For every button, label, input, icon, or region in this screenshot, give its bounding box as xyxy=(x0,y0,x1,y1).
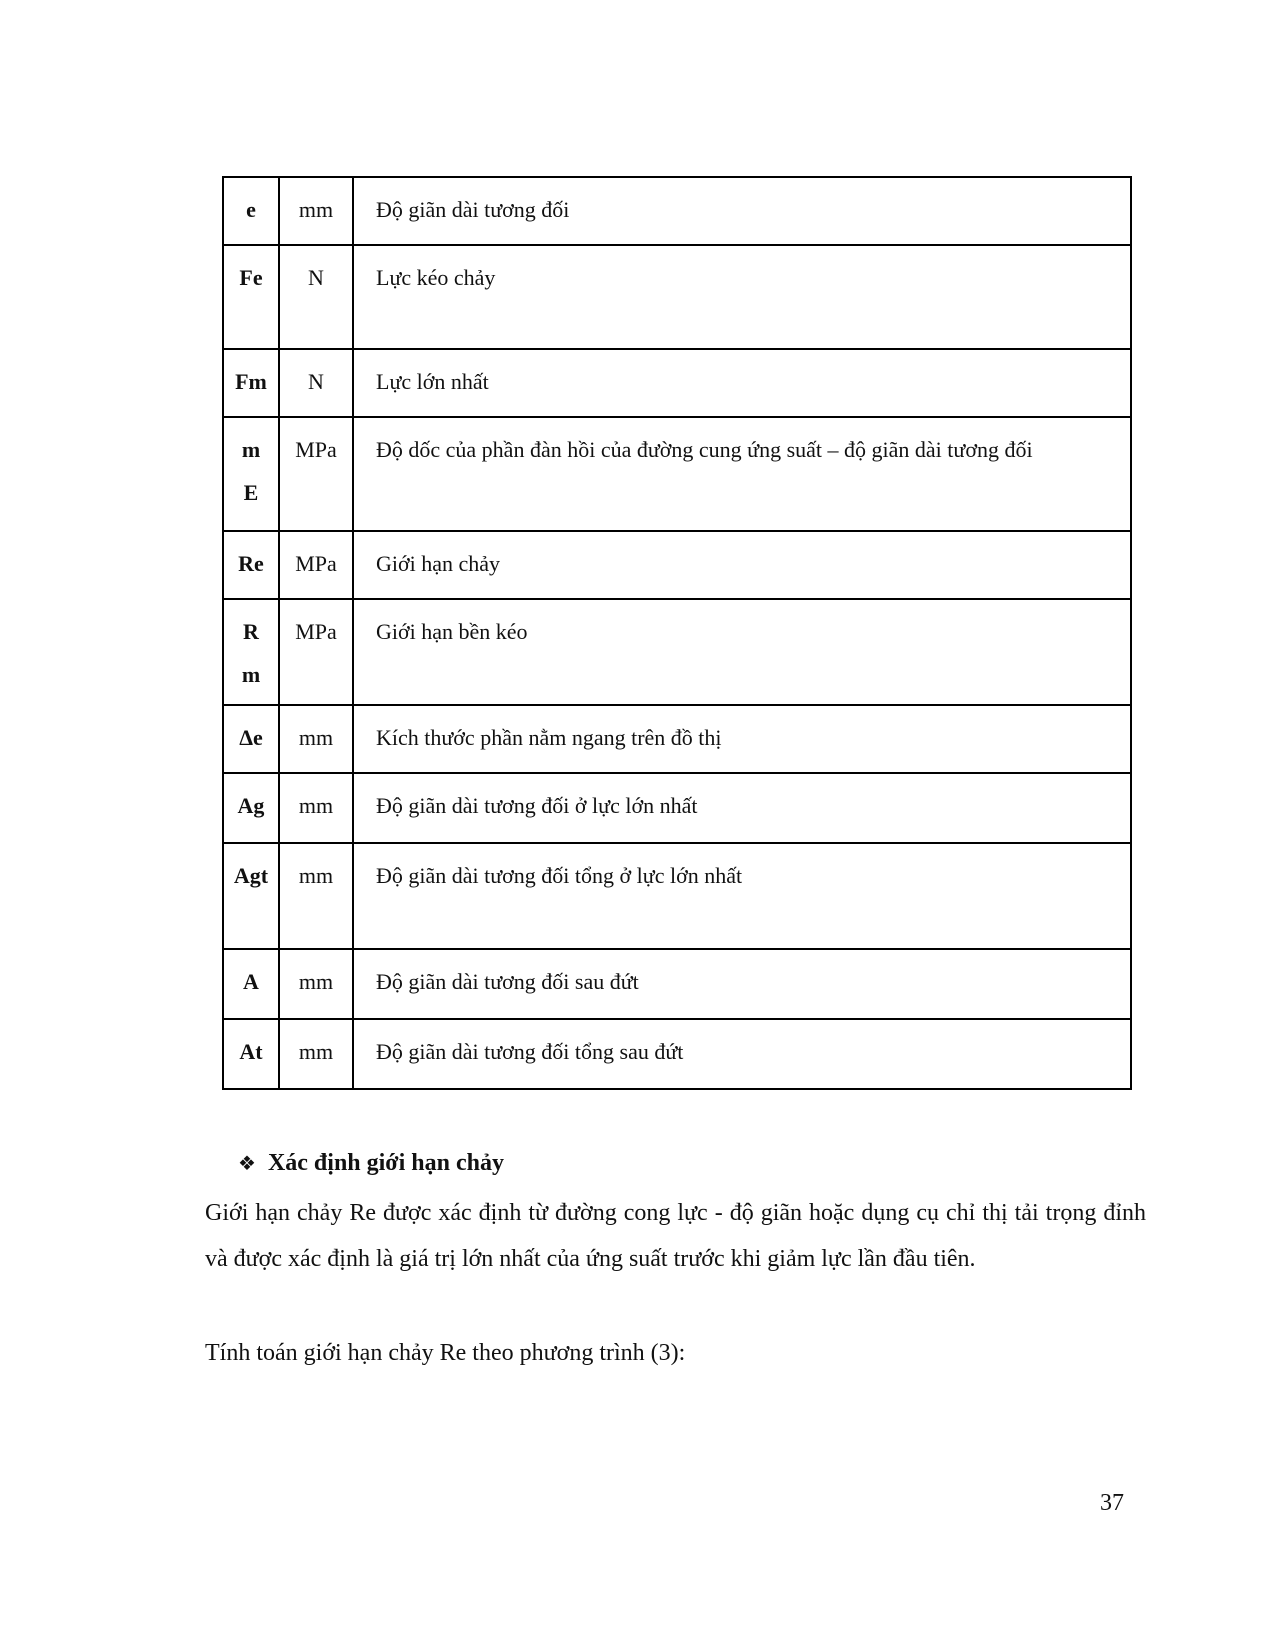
body-paragraph: Giới hạn chảy Re được xác định từ đường cong lực - độ giãn hoặc dụng cụ chỉ thị tải trọng đỉnh và được xác định là giá trị lớn nhất của ứng suất trước khi giảm lực lần đầu tiên. xyxy=(205,1200,1146,1272)
table-row xyxy=(223,843,1131,949)
unit-cell: MPa xyxy=(279,417,353,531)
unit-cell: mm xyxy=(279,705,353,773)
symbol-text: Fe xyxy=(239,265,263,290)
description-cell: Độ giãn dài tương đối xyxy=(353,177,1131,245)
description-cell: Độ giãn dài tương đối tổng sau đứt xyxy=(353,1019,1131,1089)
unit-cell: mm xyxy=(279,843,353,949)
symbol-text: Δe xyxy=(239,725,263,750)
description-cell: Độ giãn dài tương đối tổng ở lực lớn nhất xyxy=(353,843,1131,949)
section-heading-text: Xác định giới hạn chảy xyxy=(267,1150,504,1176)
unit-cell: N xyxy=(279,349,353,417)
description-cell: Giới hạn bền kéo xyxy=(353,599,1131,705)
symbol-text: Rm xyxy=(241,619,261,687)
description-cell: Độ dốc của phần đàn hồi của đường cung ứng suất – độ giãn dài tương đối xyxy=(353,417,1131,531)
symbol-text: At xyxy=(239,1039,263,1064)
description-cell: Kích thước phần nằm ngang trên đồ thị xyxy=(353,705,1131,773)
description-cell: Độ giãn dài tương đối sau đứt xyxy=(353,949,1131,1019)
unit-cell: MPa xyxy=(279,531,353,599)
page-number: 37 xyxy=(1100,1490,1124,1516)
symbol-cell xyxy=(223,949,279,1019)
symbol-cell xyxy=(223,1019,279,1089)
table-row xyxy=(223,705,1131,773)
section-heading xyxy=(238,1150,504,1177)
symbol-text: e xyxy=(246,197,256,222)
unit-cell: MPa xyxy=(279,599,353,705)
table-row xyxy=(223,417,1131,531)
symbol-text: mE xyxy=(241,437,261,505)
description-cell: Giới hạn chảy xyxy=(353,531,1131,599)
symbol-cell xyxy=(223,843,279,949)
symbol-cell xyxy=(223,599,279,705)
table-row xyxy=(223,599,1131,705)
symbol-text: Ag xyxy=(237,793,265,818)
unit-cell: mm xyxy=(279,949,353,1019)
table-row xyxy=(223,177,1131,245)
description-cell: Lực lớn nhất xyxy=(353,349,1131,417)
unit-cell: mm xyxy=(279,773,353,843)
symbol-cell xyxy=(223,705,279,773)
table-row xyxy=(223,1019,1131,1089)
unit-cell: mm xyxy=(279,177,353,245)
table-row xyxy=(223,349,1131,417)
table-row xyxy=(223,949,1131,1019)
table-row xyxy=(223,245,1131,349)
symbol-text: Agt xyxy=(233,863,269,888)
diamond-bullet-icon: ❖ xyxy=(238,1151,256,1175)
symbol-text: A xyxy=(243,969,259,994)
symbol-cell xyxy=(223,417,279,531)
table-row xyxy=(223,531,1131,599)
symbol-text: Fm xyxy=(235,369,267,394)
symbol-cell xyxy=(223,349,279,417)
symbol-cell xyxy=(223,773,279,843)
symbol-cell xyxy=(223,531,279,599)
symbol-cell xyxy=(223,177,279,245)
table-row xyxy=(223,773,1131,843)
symbol-table xyxy=(222,176,1132,1090)
unit-cell: mm xyxy=(279,1019,353,1089)
description-cell: Lực kéo chảy xyxy=(353,245,1131,349)
symbol-cell xyxy=(223,245,279,349)
description-cell: Độ giãn dài tương đối ở lực lớn nhất xyxy=(353,773,1131,843)
body-paragraph: Tính toán giới hạn chảy Re theo phương trình (3): xyxy=(205,1340,686,1366)
symbol-text: Re xyxy=(238,551,264,576)
unit-cell: N xyxy=(279,245,353,349)
